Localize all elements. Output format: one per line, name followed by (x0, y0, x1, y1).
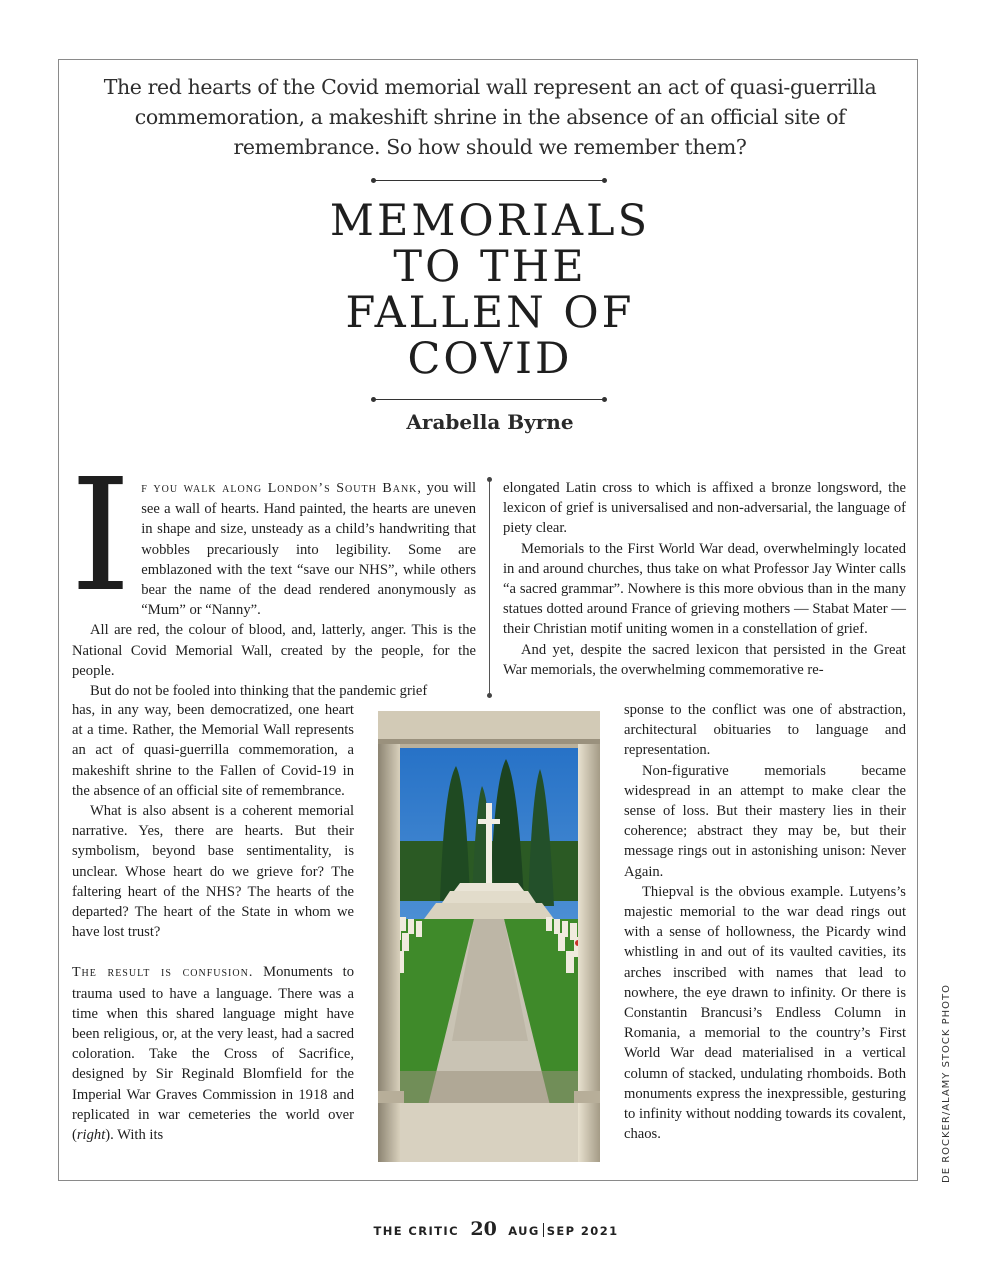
photo-credit: DE ROCKER/ALAMY STOCK PHOTO (941, 983, 952, 1183)
left-column-top (70, 445, 476, 701)
paragraph: you will see a wall of hearts. Hand painted, the hearts are uneven in shape and size, unsteady as a child’s handwriting that wobbles precariously into legibility. Some are emblazoned with the text “save our NHS”, while others bear the name of the dead rendered anonymously as “Mum” or “Nanny”. (141, 480, 476, 619)
column-divider (489, 480, 490, 695)
lead-in: f you walk along London’s South Bank, (141, 481, 422, 496)
issue-month: AUG (508, 1224, 540, 1238)
bottom-rule-divider (373, 399, 605, 400)
paragraph: Memorials to the First World War dead, overwhelmingly located in and around churches, thus take on what Professor Jay Winter calls “a sacred grammar”. Nowhere is this more obvious than in the many statues dotted around France of grieving mothers — Stabat Mater — their Christian motif uniting women in a constellation of grief. (503, 540, 906, 638)
paragraph: Non-figurative memorials became widespread in an attempt to make clear the sense of loss. But their mastery lies in their coherence; abstract they may be, but their message rings out in astonishing unison: Never Again. (624, 762, 906, 880)
page-footer (0, 1218, 992, 1240)
headline-line: MEMORIALS (329, 196, 651, 246)
paragraph: elongated Latin cross to which is affixed a bronze longsword, the lexicon of grief is universalised and non-adversarial, the language of piety clear. (503, 480, 906, 537)
right-column-bottom (624, 700, 906, 1144)
paragraph: Monuments to trauma used to have a language. There was a time when this shared language might have been religious, or, at the very least, had a sacred coloration. Take the Cross of Sacrifice, designed by Sir Reginald Blomfield for the Imperial War Graves Commission in 1918 and replicated in war cemeteries the world over ( (72, 964, 355, 1144)
issue-separator (543, 1223, 544, 1237)
paragraph: Thiepval is the obvious example. Lutyens’s majestic memorial to the war dead rings out with a sense of hollowness, the Picardy wind whistling in and out of its vaulted cavities, its arches inscribed with names that lead to nowhere, the eye drawn to infinity. Or there is Constantin Brancusi’s Endless Column in Romania, a memorial to the country’s First World War dead materialised in a vertical column of stacked, undulating rhomboids. Both monuments express the inexpressible, gesturing to infinity without nodding towards its covalent, chaos. (624, 883, 906, 1143)
headline-line: TO THE (393, 242, 587, 292)
headline-line: FALLEN OF (345, 288, 635, 338)
standfirst: The red hearts of the Covid memorial wall represent an act of quasi-guerrilla commemoration, a makeshift shrine in the absence of an official site of remembrance. So how should we remember them? (103, 75, 877, 159)
paragraph: And yet, despite the sacred lexicon that persisted in the Great War memorials, the overwhelming commemorative re- (503, 641, 906, 678)
left-column-bottom (72, 700, 354, 1145)
magazine-name: THE CRITIC (373, 1224, 459, 1238)
paragraph: What is also absent is a coherent memorial narrative. Yes, there are hearts. But their symbolism, beyond base sentimentality, is unclear. Whose heart do we grieve for? The faltering heart of the NHS? The hearts of the departed? The heart of the State in whom we have lost trust? (72, 803, 354, 941)
italic-reference: right (76, 1127, 106, 1144)
drop-cap: I (70, 445, 132, 626)
paragraph: has, in any way, been democratized, one heart at a time. Rather, the Memorial Wall represents an act of quasi-guerrilla commemoration, a makeshift shrine to the Fallen of Covid-19 in the absence of an official site of remembrance. (72, 702, 354, 799)
paragraph: sponse to the conflict was one of abstraction, architectural obituaries to language and representation. (624, 702, 906, 759)
headline (200, 198, 780, 382)
issue-date: SEP 2021 (546, 1224, 619, 1238)
right-column-top (503, 478, 906, 680)
top-rule-divider (373, 180, 605, 181)
page-number: 20 (470, 1218, 497, 1240)
headline-line: COVID (407, 334, 573, 384)
paragraph: All are red, the colour of blood, and, latterly, anger. This is the National Covid Memorial Wall, created by the people, for the people. (72, 622, 476, 679)
paragraph: But do not be fooled into thinking that the pandemic grief (90, 683, 428, 700)
section-lead-in: The result is confusion. (72, 965, 254, 981)
paragraph: ). With its (105, 1127, 164, 1144)
byline: Arabella Byrne (406, 410, 574, 434)
cemetery-photo (378, 711, 600, 1162)
